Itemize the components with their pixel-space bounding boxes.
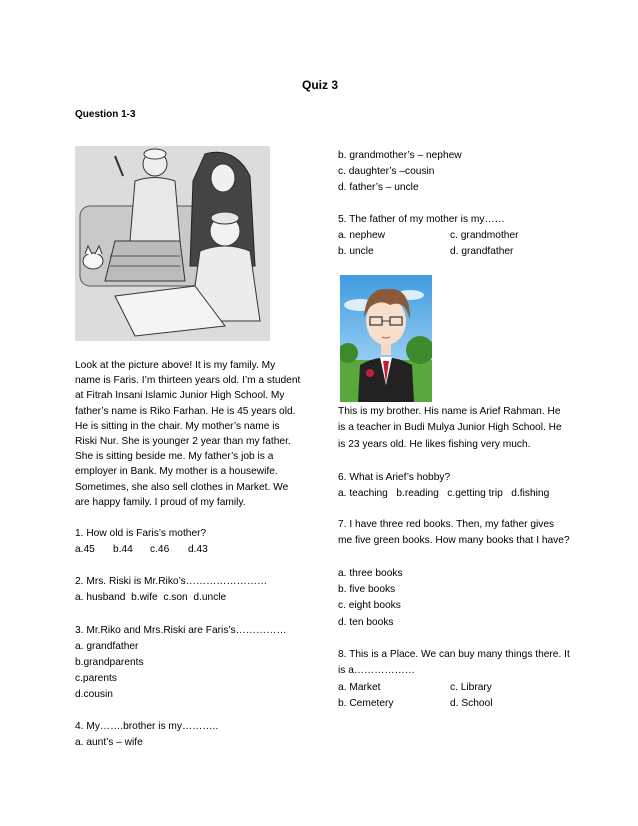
family-illustration xyxy=(75,146,270,341)
q4-option-a: a. aunt’s – wife xyxy=(75,737,143,748)
section-heading: Question 1-3 xyxy=(75,109,136,120)
question-6: 6. What is Arief’s hobby? xyxy=(338,472,451,483)
question-8: 8. This is a Place. We can buy many things there. It is a……………… xyxy=(338,649,570,677)
q4-option-c: c. daughter’s –cousin xyxy=(338,166,435,177)
q3-option-a: a. grandfather xyxy=(75,641,139,652)
brother-illustration xyxy=(340,275,432,402)
q1-option-d: d.43 xyxy=(188,544,208,555)
q4-option-d: d. father’s – uncle xyxy=(338,182,419,193)
q4-option-b: b. grandmother’s – nephew xyxy=(338,150,462,161)
page-title: Quiz 3 xyxy=(302,78,339,92)
question-1: 1. How old is Faris’s mother? xyxy=(75,528,207,539)
q8-option-c: c. Library xyxy=(450,682,492,693)
q7-option-a: a. three books xyxy=(338,568,403,579)
question-3: 3. Mr.Riko and Mrs.Riski are Faris’s…………… xyxy=(75,625,287,636)
brother-passage: This is my brother. His name is Arief Rahman. He is a teacher in Budi Mulya Junior High School. He is 23 years old. He likes fishing very much. xyxy=(338,406,562,450)
q5-option-b: b. uncle xyxy=(338,246,374,257)
family-passage: Look at the picture above! It is my family. My name is Faris. I’m thirteen years old. I’m a student at Fitrah Insani Islamic Junior High School. My father’s name is Riko Farhan. He is 45 years old. He is sitting in the chair. My mother’s name is Riski Nur. She is younger 2 year than my father. She is sitting beside me. My father’s job is a employer in Bank. My mother is a housewife. Sometimes, she also sell clothes in Market. We are happy family. I proud of my family. xyxy=(75,360,301,508)
q7-option-b: b. five books xyxy=(338,584,396,595)
q7-option-c: c. eight books xyxy=(338,600,401,611)
q3-option-b: b.grandparents xyxy=(75,657,144,668)
q8-option-d: d. School xyxy=(450,698,493,709)
q1-option-c: c.46 xyxy=(150,544,170,555)
q5-option-d: d. grandfather xyxy=(450,246,514,257)
question-4: 4. My…….brother is my……….. xyxy=(75,721,219,732)
brother-drawing xyxy=(340,275,432,402)
family-drawing xyxy=(75,146,270,341)
q3-option-c: c.parents xyxy=(75,673,117,684)
question-2: 2. Mrs. Riski is Mr.Riko’s…………………… xyxy=(75,576,268,587)
q8-option-a: a. Market xyxy=(338,682,381,693)
q1-option-a: a.45 xyxy=(75,544,95,555)
q5-option-c: c. grandmother xyxy=(450,230,519,241)
q1-option-b: b.44 xyxy=(113,544,133,555)
q6-options: a. teaching b.reading c.getting trip d.fishing xyxy=(338,488,550,499)
question-5: 5. The father of my mother is my…… xyxy=(338,214,505,225)
q5-option-a: a. nephew xyxy=(338,230,386,241)
question-7: 7. I have three red books. Then, my father gives me five green books. How many books that I have? xyxy=(338,519,570,547)
q7-option-d: d. ten books xyxy=(338,617,394,628)
q3-option-d: d.cousin xyxy=(75,689,113,700)
q8-option-b: b. Cemetery xyxy=(338,698,394,709)
q2-options: a. husband b.wife c.son d.uncle xyxy=(75,592,227,603)
